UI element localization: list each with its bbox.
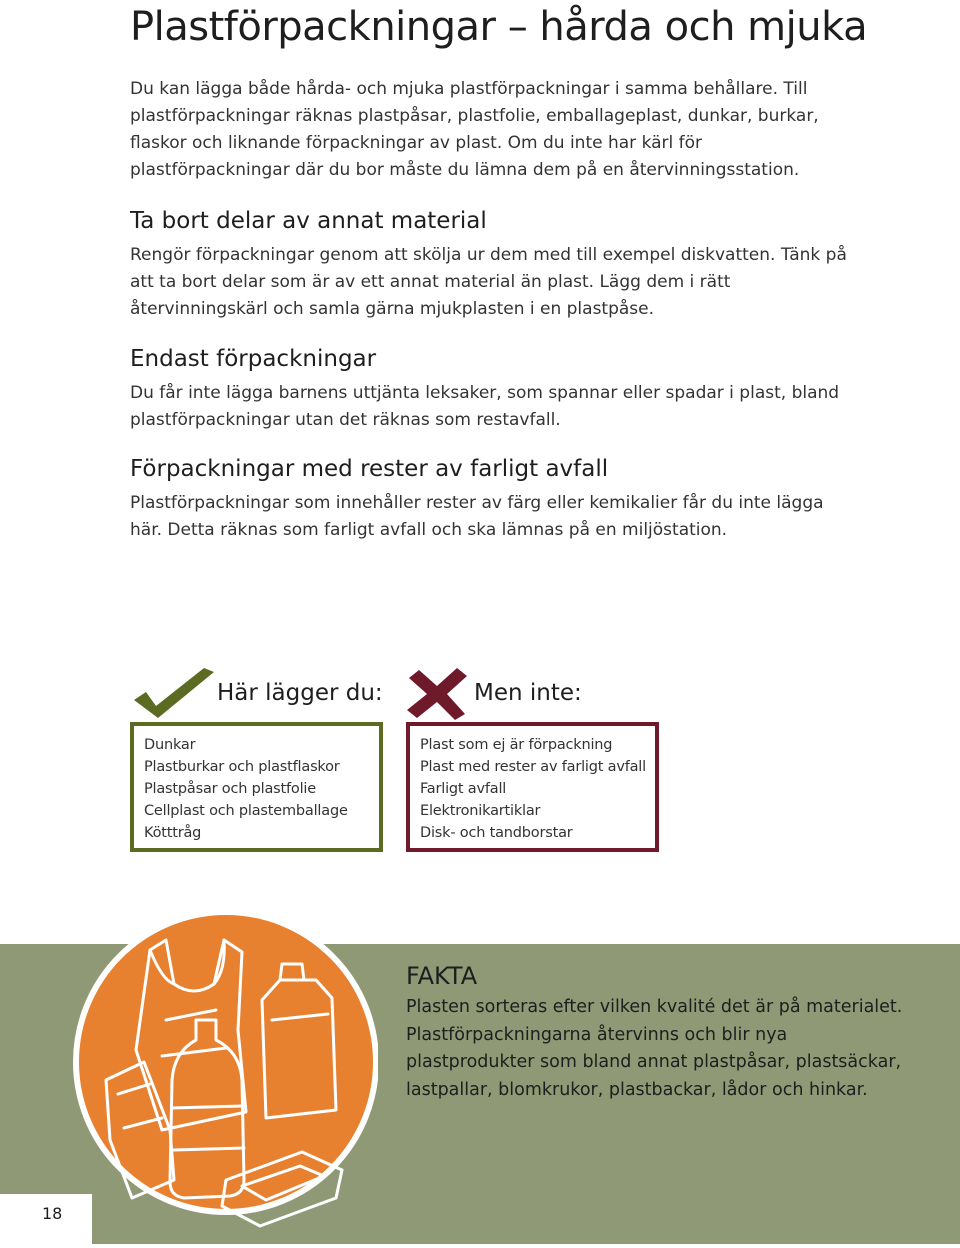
section-heading-hazardous-residue: Förpackningar med rester av farligt avfall [130, 456, 609, 482]
section-heading-remove-parts: Ta bort delar av annat material [130, 208, 487, 234]
list-item: Plast som ej är förpackning [420, 737, 613, 753]
list-item: Farligt avfall [420, 781, 507, 797]
page-number: 18 [0, 1194, 92, 1244]
section-text-remove-parts: Rengör förpackningar genom att skölja ur dem med till exempel diskvatten. Tänk på att ta bort delar som är av ett annat material än plast. Lägg dem i rätt återvinningskärl och samla gärna mjukplasten i en plastpåse. [130, 245, 847, 319]
allowed-list [130, 722, 383, 852]
list-item: Elektronikartiklar [420, 803, 541, 819]
section-text-only-packaging: Du får inte lägga barnens uttjänta leksaker, som spannar eller spadar i plast, bland plastförpackningar utan det räknas som restavfall. [130, 383, 840, 430]
list-item: Cellplast och plastemballage [144, 803, 348, 819]
list-item: Plastburkar och plastflaskor [144, 759, 340, 775]
not-allowed-list [406, 722, 659, 852]
section-text-hazardous-residue: Plastförpackningar som innehåller rester av färg eller kemikalier får du inte lägga här. Detta räknas som farligt avfall och ska lämnas på en miljöstation. [130, 493, 824, 540]
list-item: Disk- och tandborstar [420, 825, 573, 841]
fakta-text: Plasten sorteras efter vilken kvalité det är på materialet. Plastförpackningarna återvinns och blir nya plastprodukter som bland annat plastpåsar, plastsäckar, lastpallar, blomkrukor, plastbackar, lådor och hinkar. [406, 997, 903, 1100]
list-item: Plast med rester av farligt avfall [420, 759, 646, 775]
list-item: Dunkar [144, 737, 196, 753]
allowed-label: Här lägger du: [217, 680, 383, 706]
list-item: Kötttråg [144, 825, 202, 841]
cross-icon [405, 668, 469, 720]
list-item: Plastpåsar och plastfolie [144, 781, 316, 797]
fakta-title: FAKTA [406, 962, 478, 990]
intro-paragraph: Du kan lägga både hårda- och mjuka plastförpackningar i samma behållare. Till plastförpackningar räknas plastpåsar, plastfolie, emballageplast, dunkar, burkar, flaskor och liknande förpackningar av plast. Om du inte har kärl för plastförpackningar där du bor måste du lämna dem på en återvinningsstation. [130, 79, 819, 180]
not-allowed-label: Men inte: [474, 680, 582, 706]
page-title: Plastförpackningar – hårda och mjuka [130, 4, 868, 50]
section-heading-only-packaging: Endast förpackningar [130, 346, 377, 372]
plastic-packaging-illustration [66, 880, 378, 1244]
checkmark-icon [132, 664, 216, 720]
